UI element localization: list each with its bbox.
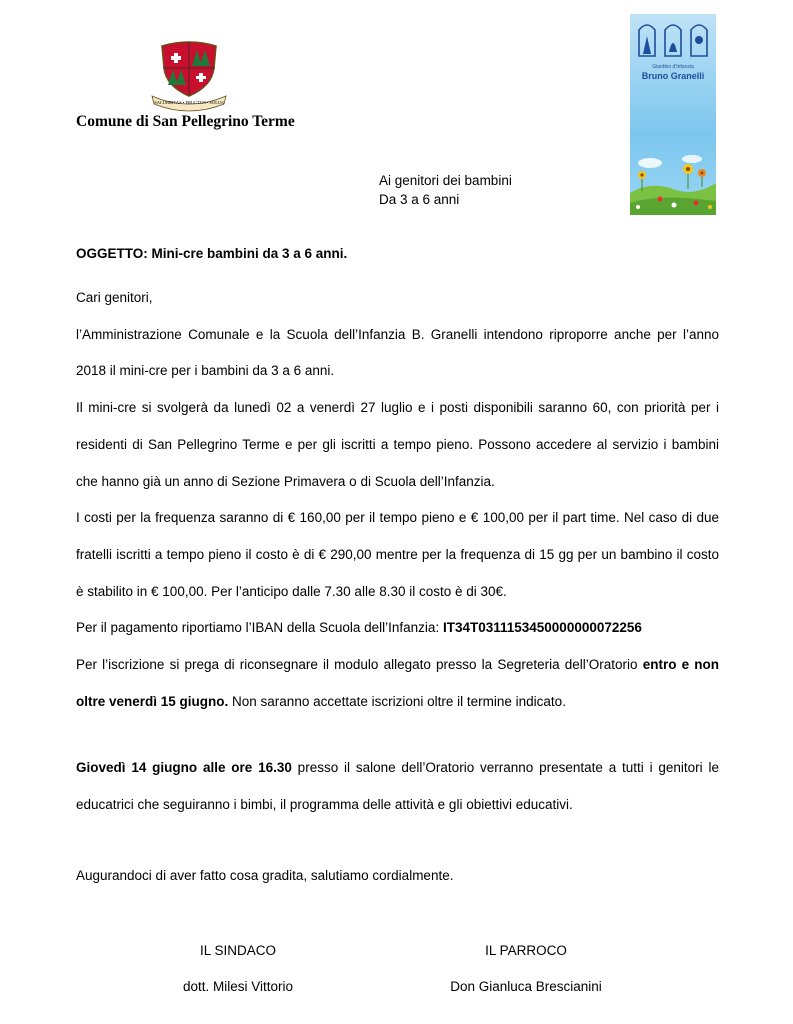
crest-motto: SALUBRITAS • FRUCTUS • SOLUS	[154, 100, 224, 105]
meeting-date: Giovedì 14 giugno alle ore 16.30	[76, 760, 292, 775]
iban: IT34T0311153450000000072256	[442, 620, 642, 636]
meadow-flowers-icon	[630, 153, 716, 215]
signature-mayor-name: dott. Milesi Vittorio	[182, 979, 294, 994]
signature-priest-title: IL PARROCO	[485, 943, 567, 958]
banner-school-name: Bruno Granelli	[641, 71, 705, 81]
municipal-crest	[148, 38, 230, 112]
paragraph-enrollment	[76, 647, 719, 720]
enrollment-deadline: entro e non oltre venerdì 15 giugno.	[76, 657, 719, 709]
signature-priest-name: Don Gianluca Brescianini	[450, 979, 602, 994]
payment-lead: Per il pagamento riportiamo l’IBAN della Scuola dell’Infanzia:	[76, 620, 443, 636]
addressee-block	[379, 171, 512, 209]
meeting-tail: presso il salone dell’Oratorio verranno presentate a tutti i genitori le educatrici che seguiranno i bimbi, il programma delle attività e gli obiettivi educativi.	[76, 760, 719, 812]
school-banner	[630, 14, 716, 215]
paragraph-costs: I costi per la frequenza saranno di € 160,00 per il tempo pieno e € 100,00 per il part time. Nel caso di due fratelli iscritti a tempo pieno il costo è di € 290,00 mentre per la frequenza di 15 gg per un bambino il costo è stabilito in € 100,00. Per l’anticipo dalle 7.30 alle 8.30 il costo è di 30€.	[76, 510, 719, 599]
enrollment-lead: Per l’iscrizione si prega di riconsegnare il modulo allegato presso la Segreteria dell’Oratorio	[76, 657, 643, 673]
greeting: Cari genitori,	[76, 290, 153, 305]
municipality-name: Comune di San Pellegrino Terme	[76, 113, 295, 130]
letter-body	[76, 280, 719, 720]
paragraph-meeting	[76, 750, 719, 823]
paragraph-payment	[76, 610, 719, 647]
addressee-line-2: Da 3 a 6 anni	[379, 192, 460, 207]
paragraph-intro: l’Amministrazione Comunale e la Scuola dell’Infanzia B. Granelli intendono riproporre anche per l’anno 2018 il mini-cre per i bambini da 3 a 6 anni.	[76, 326, 719, 379]
paragraph-dates: Il mini-cre si svolgerà da lunedì 02 a venerdì 27 luglio e i posti disponibili saranno 60, con priorità per i residenti di San Pellegrino Terme e per gli iscritti a tempo pieno. Possono accedere al servizio i bambini che hanno già un anno di Sezione Primavera o di Scuola dell’Infanzia.	[76, 400, 719, 489]
enrollment-tail: Non saranno accettate iscrizioni oltre il termine indicato.	[228, 693, 566, 709]
signature-mayor-title: IL SINDACO	[199, 943, 277, 958]
addressee-line-1: Ai genitori dei bambini	[379, 173, 512, 188]
letter-subject: OGGETTO: Mini-cre bambini da 3 a 6 anni.	[76, 246, 348, 261]
banner-school-subtitle: Giardino d'Infanzia	[652, 64, 694, 70]
closing-line: Augurandoci di aver fatto cosa gradita, salutiamo cordialmente.	[76, 868, 454, 883]
